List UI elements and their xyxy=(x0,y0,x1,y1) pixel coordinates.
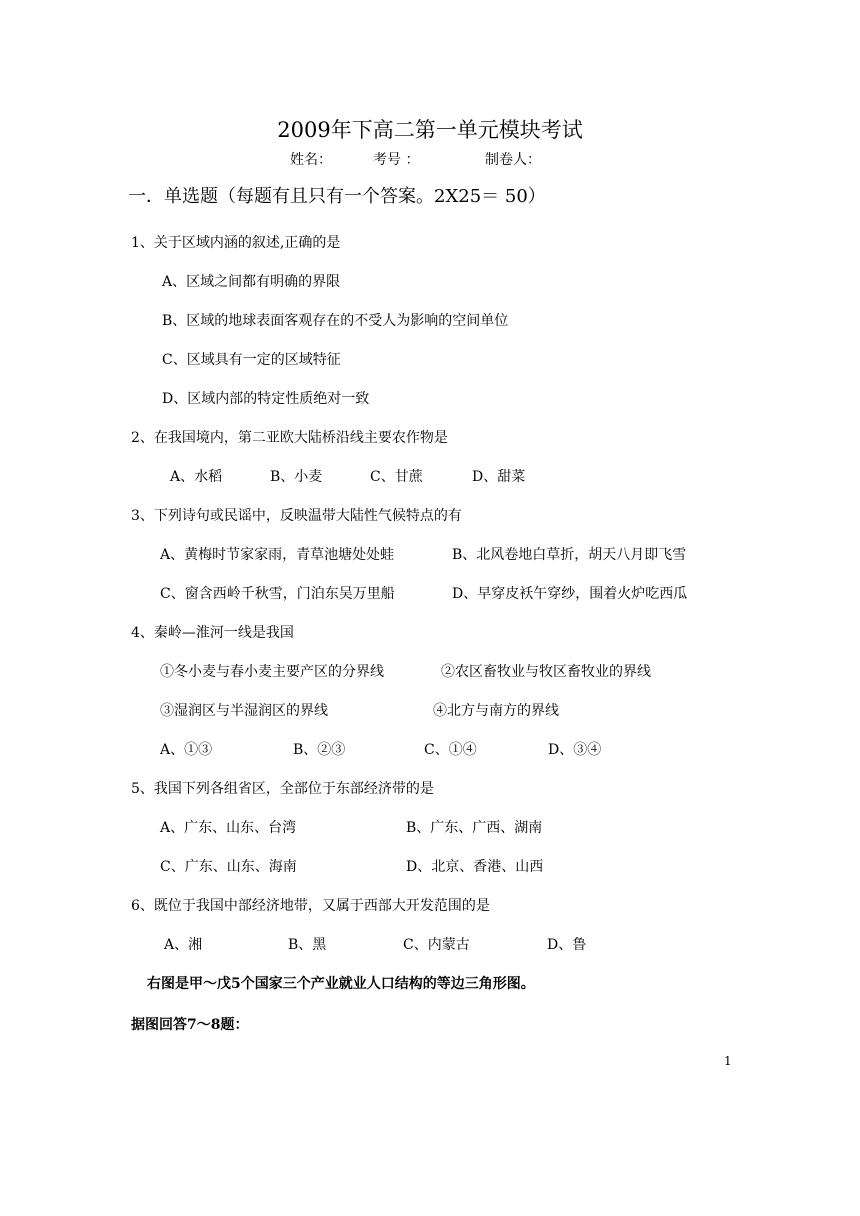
figure-note: 右图是甲～戊5个国家三个产业就业人口结构的等边三角形图。 xyxy=(147,976,535,992)
question-option: B、小麦 xyxy=(270,469,323,485)
section-heading: 一．单选题（每题有且只有一个答案。2X25＝ 50） xyxy=(128,186,546,207)
question-stem: 1、关于区域内涵的叙述,正确的是 xyxy=(131,235,341,251)
question-option: D、鲁 xyxy=(547,937,587,953)
question-option: B、区域的地球表面客观存在的不受人为影响的空间单位 xyxy=(162,313,509,329)
question-option: B、北风卷地白草折，胡天八月即飞雪 xyxy=(452,547,687,563)
question-option: C、内蒙古 xyxy=(403,937,470,953)
question-option: D、区域内部的特定性质绝对一致 xyxy=(162,391,370,407)
question-option: C、区域具有一定的区域特征 xyxy=(162,352,341,368)
question-statement: ①冬小麦与春小麦主要产区的分界线 xyxy=(160,664,384,680)
question-option: A、①③ xyxy=(160,742,213,758)
question-statement: ④北方与南方的界线 xyxy=(433,703,559,719)
id-label: 考号 ： xyxy=(373,152,420,168)
question-stem: 4、秦岭—淮河一线是我国 xyxy=(131,625,294,641)
question-option: B、黑 xyxy=(288,937,327,953)
page-number: 1 xyxy=(724,1054,732,1068)
question-option: D、北京、香港、山西 xyxy=(406,859,544,875)
figure-instruction: 据图回答7～8题： xyxy=(131,1017,249,1033)
question-option: A、区域之间都有明确的界限 xyxy=(162,274,341,290)
question-option: D、早穿皮袄午穿纱，围着火炉吃西瓜 xyxy=(452,586,688,602)
question-stem: 2、在我国境内，第二亚欧大陆桥沿线主要农作物是 xyxy=(131,430,448,446)
question-statement: ③湿润区与半湿润区的界线 xyxy=(160,703,328,719)
question-option: C、广东、山东、海南 xyxy=(160,859,297,875)
question-option: A、水稻 xyxy=(170,469,223,485)
question-statement: ②农区畜牧业与牧区畜牧业的界线 xyxy=(441,664,651,680)
question-option: B、②③ xyxy=(293,742,346,758)
question-option: D、甜菜 xyxy=(472,469,526,485)
question-option: C、①④ xyxy=(424,742,477,758)
question-option: A、广东、山东、台湾 xyxy=(160,820,297,836)
question-option: C、窗含西岭千秋雪，门泊东吴万里船 xyxy=(160,586,395,602)
question-option: D、③④ xyxy=(548,742,602,758)
question-stem: 3、下列诗句或民谣中，反映温带大陆性气候特点的有 xyxy=(131,508,462,524)
name-label: 姓名： xyxy=(290,152,332,168)
question-option: C、甘蔗 xyxy=(370,469,423,485)
question-stem: 6、既位于我国中部经济地带，又属于西部大开发范围的是 xyxy=(131,898,490,914)
question-option: A、黄梅时节家家雨，青草池塘处处蛙 xyxy=(160,547,395,563)
author-label: 制卷人： xyxy=(485,152,541,168)
question-stem: 5、我国下列各组省区，全部位于东部经济带的是 xyxy=(131,781,434,797)
question-option: B、广东、广西、湖南 xyxy=(406,820,543,836)
exam-title: 2009年下高二第一单元模块考试 xyxy=(277,118,583,142)
question-option: A、湘 xyxy=(164,937,203,953)
